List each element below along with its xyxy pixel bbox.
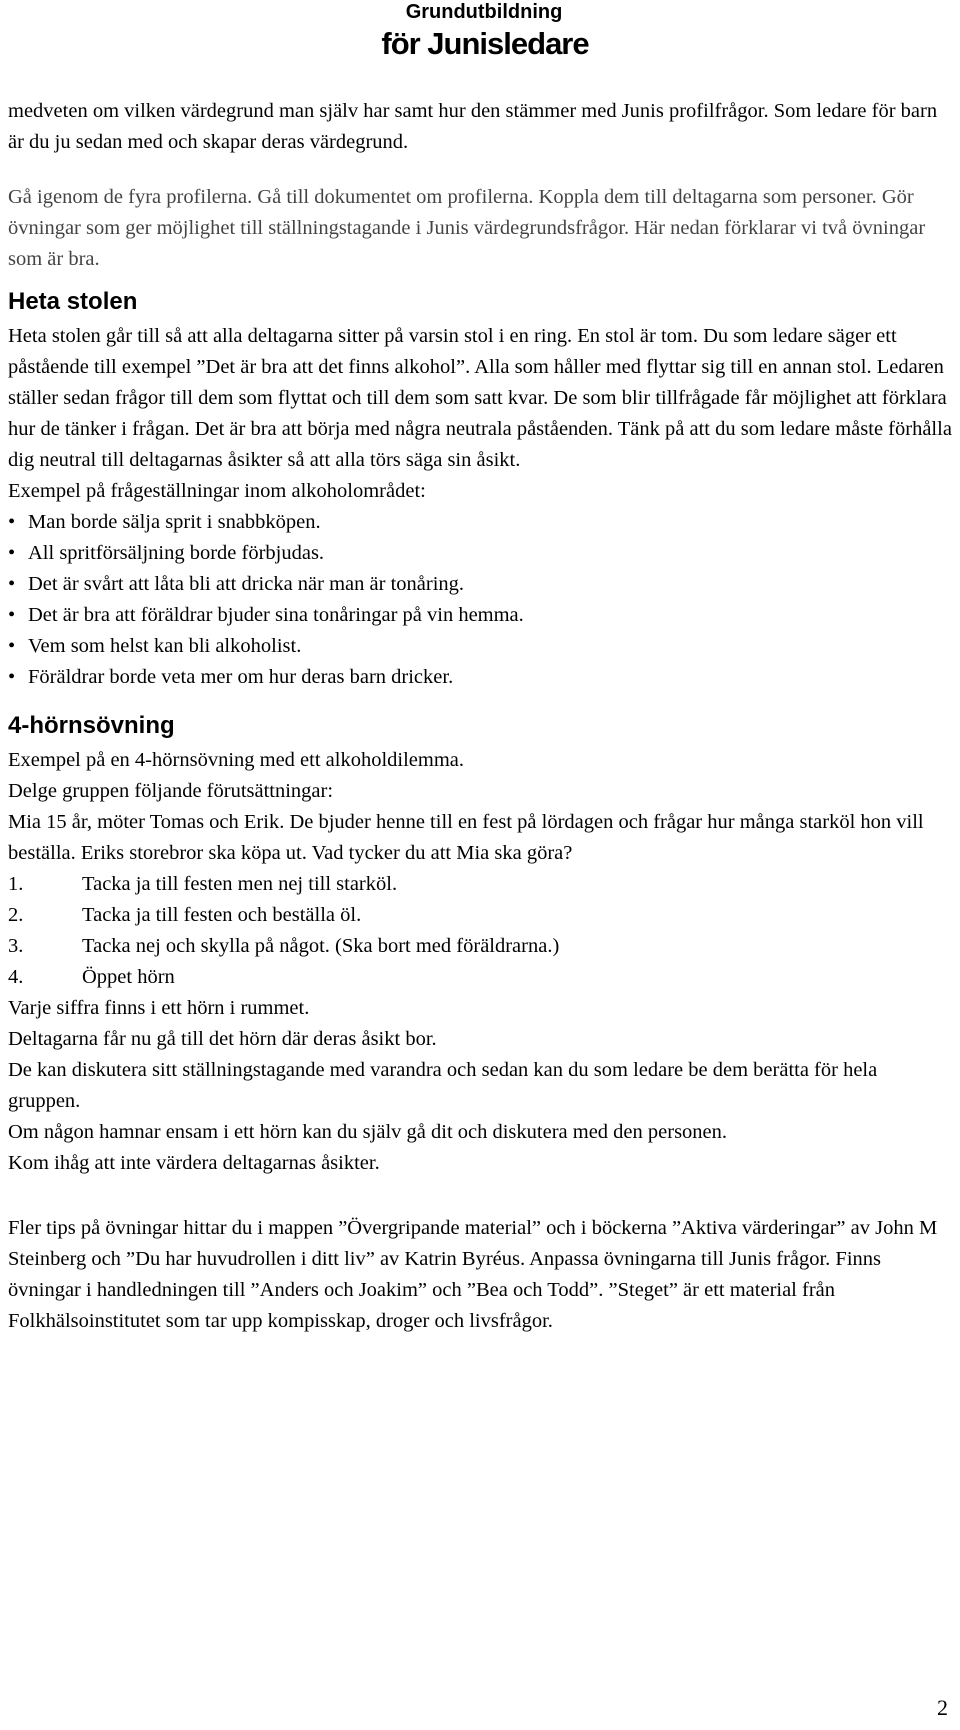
list-item: • Det är svårt att låta bli att dricka när man är tonåring.	[8, 569, 953, 600]
fyrhorn-line-2: Delge gruppen följande förutsättningar:	[8, 780, 334, 802]
option-item	[8, 900, 953, 931]
list-item: • Föräldrar borde veta mer om hur deras barn dricker.	[8, 662, 953, 693]
fyrhorn-after-2: Deltagarna får nu gå till det hörn där deras åsikt bor.	[8, 1028, 437, 1050]
list-item: • All spritförsäljning borde förbjudas.	[8, 538, 953, 569]
heta-stolen-description: Heta stolen går till så att alla deltagarna sitter på varsin stol i en ring. En stol är tom. Du som ledare säger ett påstående till exempel ”Det är bra att det finns alkohol”. Alla som håller med flyttar sig till en annan stol. Ledaren ställer sedan frågor till dem som flyttat och till dem som satt kvar. De som blir tillfrågade får möjlighet att förklara hur de tänker i frågan. Det är bra att börja med några neutrala påståenden. Tänk på att du som ledare måste förhålla dig neutral till deltagarnas åsikter så att alla törs säga sin åsikt.	[8, 325, 952, 471]
intro-paragraph-1: medveten om vilken värdegrund man själv har samt hur den stämmer med Junis profilfrågor. Som ledare för barn är du ju sedan med och skapar deras värdegrund.	[8, 100, 938, 153]
option-number: 3.	[8, 935, 24, 957]
fyrhorn-after-5: Kom ihåg att inte värdera deltagarnas åsikter.	[8, 1152, 380, 1174]
header-line-1: Grundutbildning	[405, 1, 563, 23]
option-text: Tacka ja till festen men nej till starköl.	[82, 873, 398, 895]
option-text: Öppet hörn	[82, 966, 175, 988]
examples-list	[8, 507, 953, 693]
option-number: 1.	[8, 873, 24, 895]
fyrhorn-line-1: Exempel på en 4-hörnsövning med ett alkoholdilemma.	[8, 749, 465, 771]
tips-paragraph: Fler tips på övningar hittar du i mappen ”Övergripande material” och i böckerna ”Aktiva värderingar” av John M Steinberg och ”Du har huvudrollen i ditt liv” av Katrin Byréus. Anpassa övningarna till Junis frågor. Finns övningar i handledningen till ”Anders och Joakim” och ”Bea och Todd”. ”Steget” är ett material från Folkhälsoinstitutet som tar upp kompisskap, droger och livsfrågor.	[8, 1217, 938, 1332]
document-body	[8, 96, 953, 1337]
heading-4-hornsovning: 4-hörnsövning	[8, 712, 175, 739]
option-number: 4.	[8, 966, 24, 988]
fyrhorn-scenario: Mia 15 år, möter Tomas och Erik. De bjuder henne till en fest på lördagen och frågar hur många starköl hon vill beställa. Eriks storebror ska köpa ut. Vad tycker du att Mia ska göra?	[8, 811, 924, 864]
option-item	[8, 962, 953, 993]
fyrhorn-after-3: De kan diskutera sitt ställningstagande med varandra och sedan kan du som ledare be dem berätta för hela gruppen.	[8, 1059, 878, 1112]
options-list	[8, 869, 953, 993]
option-text: Tacka ja till festen och beställa öl.	[82, 904, 362, 926]
option-number: 2.	[8, 904, 24, 926]
option-text: Tacka nej och skylla på något. (Ska bort med föräldrarna.)	[82, 935, 560, 957]
fyrhorn-after-1: Varje siffra finns i ett hörn i rummet.	[8, 997, 310, 1019]
list-item: • Det är bra att föräldrar bjuder sina tonåringar på vin hemma.	[8, 600, 953, 631]
examples-intro: Exempel på frågeställningar inom alkoholområdet:	[8, 480, 426, 502]
page-number: 2	[937, 1695, 948, 1720]
list-item: • Man borde sälja sprit i snabbköpen.	[8, 507, 953, 538]
heading-heta-stolen: Heta stolen	[8, 288, 138, 315]
option-item	[8, 931, 953, 962]
fyrhorn-after-4: Om någon hamnar ensam i ett hörn kan du själv gå dit och diskutera med den personen.	[8, 1121, 728, 1143]
option-item	[8, 869, 953, 900]
intro-paragraph-2: Gå igenom de fyra profilerna. Gå till dokumentet om profilerna. Koppla dem till deltagarna som personer. Gör övningar som ger möjlighet till ställningstagande i Junis värdegrundsfrågor. Här nedan förklarar vi två övningar som är bra.	[8, 186, 926, 270]
list-item: • Vem som helst kan bli alkoholist.	[8, 631, 953, 662]
header-line-2: för Junisledare	[381, 26, 589, 61]
